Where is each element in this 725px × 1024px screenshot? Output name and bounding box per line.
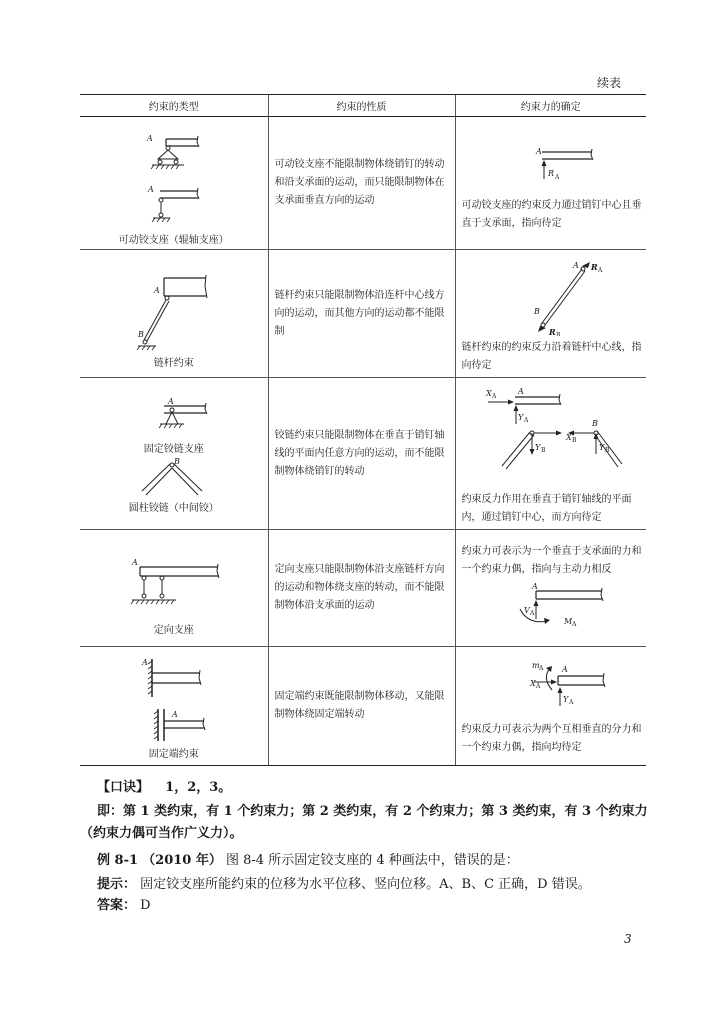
label-b: B bbox=[533, 307, 540, 316]
column-header-nature: 约束的性质 bbox=[268, 95, 455, 117]
column-header-type: 约束的类型 bbox=[80, 95, 268, 117]
nature-text: 可动铰支座不能限制物体绕销钉的转动和沿支承面的运动，而只能限制物体在支承面垂直方向的运动 bbox=[274, 159, 445, 206]
force-cell bbox=[455, 647, 646, 766]
label-a: A bbox=[148, 184, 154, 194]
label-rb: R bbox=[548, 327, 556, 336]
label-rb-sub: B bbox=[555, 332, 560, 336]
hint-label: 提示： bbox=[97, 877, 137, 892]
table-row bbox=[80, 117, 646, 250]
constraints-table bbox=[80, 94, 646, 766]
label-a: A bbox=[168, 396, 174, 406]
label-b: B bbox=[138, 330, 144, 339]
label-x: X bbox=[529, 678, 536, 688]
nature-text: 定向支座只能限制物体沿支座链杆方向的运动和物体绕支座的转动，而不能限制物体沿支承面的运动 bbox=[274, 564, 445, 611]
type-cell bbox=[80, 647, 268, 766]
mnemonic-explanation: 即：第 1 类约束，有 1 个约束力；第 2 类约束，有 2 个约束力；第 3 类约束，有 3 个约束力（约束力偶可当作广义力）。 bbox=[80, 804, 648, 841]
example-year: （2010 年） bbox=[142, 853, 222, 868]
label-a: A bbox=[172, 709, 178, 719]
nature-cell bbox=[268, 647, 455, 766]
answer-line bbox=[97, 894, 151, 913]
label-yb: Y bbox=[534, 443, 540, 452]
mnemonic-text: 1，2，3。 bbox=[165, 780, 232, 795]
label-y: Y bbox=[562, 694, 568, 704]
label-r-sub: A bbox=[554, 173, 559, 181]
hinge-force-figure bbox=[456, 380, 647, 488]
label-a: A bbox=[147, 133, 153, 143]
fixed-end-figure bbox=[80, 653, 268, 745]
force-cell bbox=[455, 117, 646, 250]
label-ra: R bbox=[590, 262, 598, 272]
force-text: 链杆约束的约束反力沿着链杆中心线，指向待定 bbox=[461, 342, 642, 371]
label-v: V bbox=[523, 605, 530, 615]
label-m-sub: A bbox=[571, 620, 576, 628]
label-m-sub: A bbox=[538, 664, 543, 672]
label-b: B bbox=[591, 419, 598, 428]
label-m: M bbox=[563, 616, 572, 626]
force-text: 约束反力可表示为两个互相垂直的分力和一个约束力偶，指向均待定 bbox=[461, 723, 642, 753]
nature-text: 铰链约束只能限制物体在垂直于销钉轴线的平面内任意方向的运动，而不能限制物体绕销钉的转动 bbox=[274, 429, 445, 477]
answer-label: 答案： bbox=[97, 898, 137, 913]
link-constraint-figure bbox=[80, 258, 268, 354]
type-label: 可动铰支座（辊轴支座） bbox=[118, 234, 229, 246]
label-ra-sub: A bbox=[597, 267, 602, 274]
label-yb-sub: B bbox=[540, 447, 545, 454]
type-cell bbox=[80, 250, 268, 378]
label-r: R bbox=[547, 168, 554, 178]
fixed-end-force-figure bbox=[456, 656, 647, 718]
type-cell bbox=[80, 378, 268, 530]
force-text: 约束力可表示为一个垂直于支承面的力和一个约束力偶，指向与主动力相反 bbox=[461, 545, 642, 575]
page-number: 3 bbox=[624, 932, 632, 946]
table-row bbox=[80, 378, 646, 530]
nature-text: 固定端约束既能限制物体移动，又能限制物体绕固定端转动 bbox=[274, 691, 445, 720]
hint-text: 固定铰支座所能约束的位移为水平位移、竖向位移。A、B、C 正确，D 错误。 bbox=[140, 877, 591, 892]
label-yb2: Y bbox=[598, 443, 604, 452]
force-text: 可动铰支座的约束反力通过销钉中心且垂直于支承面，指向待定 bbox=[461, 199, 642, 229]
force-cell bbox=[455, 378, 646, 530]
hint-line bbox=[97, 873, 591, 892]
column-header-force: 约束力的确定 bbox=[455, 95, 646, 117]
mnemonic-line bbox=[97, 776, 231, 795]
example-label: 例 8-1 bbox=[97, 853, 139, 868]
type-label: 固定端约束 bbox=[148, 748, 199, 760]
label-b: B bbox=[174, 456, 180, 466]
label-a: A bbox=[531, 581, 538, 591]
type-label: 圆柱铰链（中间铰） bbox=[128, 502, 219, 514]
nature-cell bbox=[268, 530, 455, 647]
nature-cell bbox=[268, 117, 455, 250]
nature-text: 链杆约束只能限制物体沿连杆中心线方向的运动，而其他方向的运动都不能限制 bbox=[274, 289, 445, 337]
label-yb2-sub: B bbox=[604, 447, 609, 454]
type-cell bbox=[80, 117, 268, 250]
force-text: 约束反力作用在垂直于销钉轴线的平面内，通过销钉中心，而方向待定 bbox=[461, 494, 632, 523]
label-a: A bbox=[154, 286, 160, 295]
label-xb-sub: B bbox=[571, 437, 576, 444]
label-m: m bbox=[531, 660, 540, 670]
table-row bbox=[80, 647, 646, 766]
fixed-hinge-figure bbox=[80, 394, 268, 440]
table-header-row bbox=[80, 95, 646, 117]
label-xa: X bbox=[485, 389, 492, 398]
directional-support-figure bbox=[80, 541, 268, 621]
type-label: 定向支座 bbox=[153, 624, 194, 636]
table-row bbox=[80, 250, 646, 378]
type-cell bbox=[80, 530, 268, 647]
roller-force-figure bbox=[456, 134, 647, 194]
type-label: 固定铰链支座 bbox=[143, 443, 204, 455]
nature-cell bbox=[268, 250, 455, 378]
label-a: A bbox=[535, 146, 542, 156]
link-force-figure bbox=[456, 252, 647, 336]
type-label: 链杆约束 bbox=[153, 358, 194, 369]
example-question: 图 8-4 所示固定铰支座的 4 种画法中，错误的是： bbox=[226, 853, 519, 868]
label-a: A bbox=[561, 664, 568, 674]
label-x-sub: A bbox=[535, 682, 540, 690]
nature-cell bbox=[268, 378, 455, 530]
example-line bbox=[97, 849, 519, 868]
mnemonic-label: 【口诀】 bbox=[97, 780, 150, 795]
label-y-sub: A bbox=[568, 698, 573, 706]
middle-hinge-figure bbox=[80, 455, 268, 499]
label-a: A bbox=[517, 387, 524, 396]
continued-label: 续表 bbox=[597, 76, 622, 90]
label-ya-sub: A bbox=[523, 417, 528, 424]
label-a: A bbox=[142, 657, 148, 667]
force-cell bbox=[455, 250, 646, 378]
label-xb: X bbox=[565, 433, 572, 442]
table-row bbox=[80, 530, 646, 647]
label-v-sub: A bbox=[529, 609, 534, 617]
label-a: A bbox=[572, 261, 579, 270]
roller-support-figure bbox=[80, 121, 268, 231]
force-cell bbox=[455, 530, 646, 647]
label-ya: Y bbox=[517, 413, 523, 422]
answer-text: D bbox=[140, 898, 151, 913]
label-a: A bbox=[132, 557, 138, 567]
label-xa-sub: A bbox=[491, 393, 496, 400]
directional-force-figure bbox=[456, 579, 647, 631]
